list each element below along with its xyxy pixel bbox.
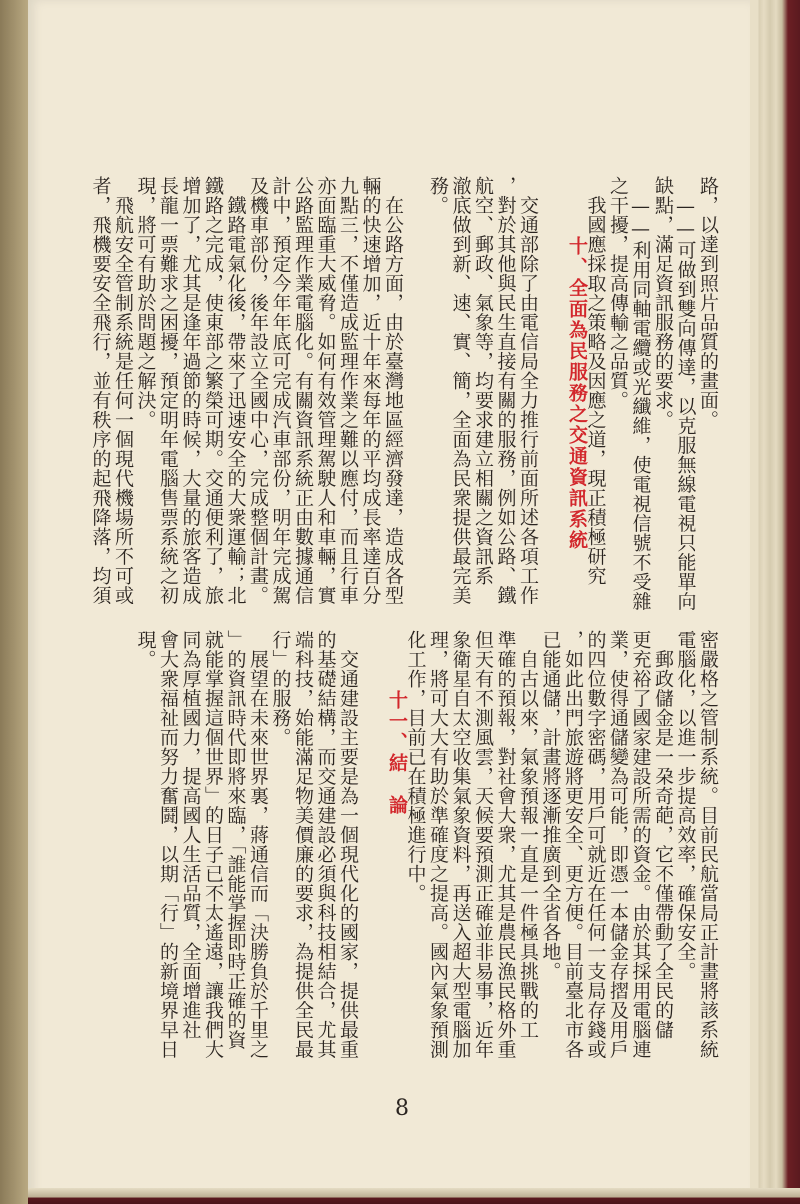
text-column: 交通部除了由電信局全力推行前面所述各項工作 — [517, 195, 539, 605]
text-column: 會大衆福祉而努力奮鬪，以期「行」的新境界早日 — [157, 630, 179, 1059]
text-column: 現。 — [135, 630, 157, 669]
text-column: 輛的快速增加，近十年來每年的平均成長率達百分 — [360, 176, 382, 605]
text-column: 化工作，目前已在積極進行中。 — [405, 630, 427, 903]
text-column: 」的資訊時代即將來臨，「誰能掌握即時正確的資 — [225, 630, 247, 1050]
text-column: 已能通儲，計畫將逐漸推廣到全省各地。 — [540, 630, 562, 981]
text-column: ，對於其他與民生直接有關的服務，例如公路、鐵 — [495, 176, 517, 605]
text-column: 計中，預定今年年底可完成汽車部份，明年完成駕 — [270, 176, 292, 605]
page-edges-right — [750, 0, 800, 1204]
text-column: 務。 — [427, 176, 449, 215]
page-number: 8 — [395, 1096, 409, 1121]
text-column: 的基礎結構，而交通建設必須與科技相結合，尤其 — [315, 630, 337, 1059]
text-column: ——可做到雙向傳達，以克服無線電視只能單向 — [675, 195, 697, 611]
text-column: 我國應採取之策略及因應之道，現正積極研究 — [585, 195, 607, 586]
text-column: 長龍一票難求之困擾，預定明年電腦售票系統之初 — [157, 176, 179, 605]
text-column: 鐵路之完成，使東部之繁榮可期。交通便利了，旅 — [202, 176, 224, 605]
book-gutter — [0, 0, 28, 1204]
text-column: 但天有不測風雲，天候要預測正確並非易事，近年 — [472, 630, 494, 1059]
text-column: 航空、郵政、氣象等，均要求建立相關之資訊系 — [472, 176, 494, 586]
text-column: 者，飛機要安全飛行，並有秩序的起飛降落，均須 — [90, 176, 112, 605]
text-column: 密嚴格之管制系統。目前民航當局正計畫將該系統 — [697, 630, 719, 1059]
text-column: 路，以達到照片品質的畫面。 — [697, 176, 719, 430]
text-column: 增加了，尤其是逢年過節的時候，大量的旅客造成 — [180, 176, 202, 605]
text-column: 業，使得通儲變為可能，即憑一本儲金存摺及用戶 — [607, 630, 629, 1059]
text-column: 之干擾，提高傳輸之品質。 — [607, 176, 629, 410]
text-column: 交通建設主要是為一個現代化的國家，提供最重 — [337, 649, 359, 1059]
text-column: 缺點，滿足資訊服務的要求。 — [652, 176, 674, 430]
text-column: 更充裕了國家建設所需的資金。由於其採用電腦連 — [630, 630, 652, 1059]
text-column: 行」的服務。 — [270, 630, 292, 747]
text-column: 的四位數字密碼，用戶可就近在任何一支局存錢或 — [585, 630, 607, 1059]
page-edges-bottom — [28, 1188, 800, 1204]
text-column: 展望在未來世界裏，蔣通信而「決勝負於千里之 — [247, 649, 269, 1059]
text-column: 飛航安全管制系統是任何一個現代機場所不可或 — [112, 195, 134, 605]
text-column: 象衛星自太空收集氣象資料，再送入超大型電腦加 — [450, 630, 472, 1059]
section-heading: 十一、結 論 — [386, 690, 408, 816]
section-heading: 十、全面為民服務之交通資訊系統 — [566, 236, 588, 551]
text-column: 在公路方面，由於臺灣地區經濟發達，造成各型 — [382, 195, 404, 605]
text-column: 理，將可大大有助於準確度之提高。國內氣象預測 — [427, 630, 449, 1059]
text-column: ——利用同軸電纜或光纖維，使電視信號不受雜 — [630, 195, 652, 611]
book-page — [28, 0, 750, 1204]
text-column: 就能掌握這個世界」的日子已不太遙遠，讓我們大 — [202, 630, 224, 1059]
text-column: 澈底做到新、速、實、簡，全面為民衆提供最完美 — [450, 176, 472, 605]
text-column: 同為厚植國力，提高國人生活品質，全面增進社 — [180, 630, 202, 1040]
text-column: 及機車部份，後年設立全國中心，完成整個計畫。 — [247, 176, 269, 605]
text-column: 現，將可有助於問題之解決。 — [135, 176, 157, 430]
text-column: 電腦化，以進一步提高效率，確保安全。 — [675, 630, 697, 981]
text-column: 郵政儲金是一朶奇葩，它不僅帶動了全民的儲 — [652, 649, 674, 1040]
text-column: 鐵路電氣化後，帶來了迅速安全的大衆運輸；北 — [225, 195, 247, 605]
text-column: ，如此出門旅遊將更安全、更方便。目前臺北市各 — [562, 630, 584, 1059]
text-column: 九點三，不僅造成監理作業之難以應付，而且行車 — [337, 176, 359, 605]
text-column: 亦面臨重大威脅。如何有效管理駕駛人和車輛，實 — [315, 176, 337, 605]
text-column: 自古以來，氣象預報一直是一件極具挑戰的工 — [517, 649, 539, 1040]
text-column: 公路監理作業電腦化。有關資訊系統正由數據通信 — [292, 176, 314, 605]
text-column: 端科技，始能滿足物美價廉的要求，為提供全民最 — [292, 630, 314, 1059]
text-column — [405, 176, 428, 614]
text-column: 準確的預報，對社會大衆，尤其是農民漁民格外重 — [495, 630, 517, 1059]
